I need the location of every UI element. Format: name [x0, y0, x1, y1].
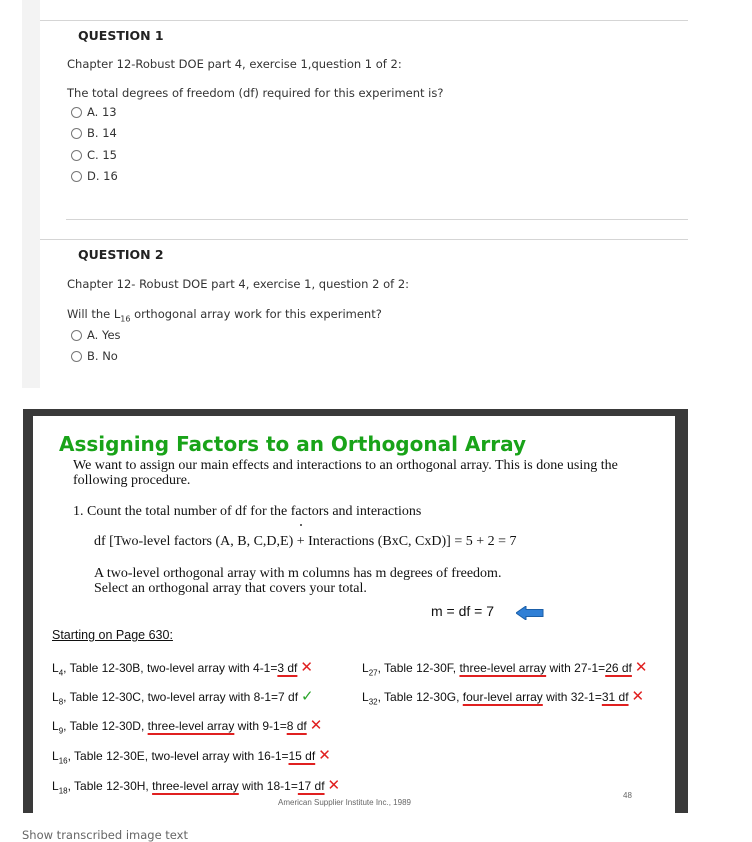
option-label: B. 14 — [87, 126, 117, 140]
array-row-l16 — [52, 746, 331, 765]
array-table: , Table 12-30D, — [63, 719, 148, 733]
array-table: , Table 12-30G, — [377, 690, 463, 704]
array-row-l27 — [362, 658, 647, 677]
array-row-l4 — [52, 658, 313, 677]
array-table: , Table 12-30B, — [63, 661, 147, 675]
array-desc: with 27-1= — [546, 661, 606, 675]
red-x-icon: ✕ — [634, 658, 648, 676]
question-1-context: Chapter 12-Robust DOE part 4, exercise 1,question 1 of 2: — [67, 57, 402, 71]
array-type: four-level array — [462, 690, 543, 704]
option-label: B. No — [87, 349, 118, 363]
option-label: A. 13 — [87, 105, 117, 119]
blue-arrow-icon — [516, 606, 544, 620]
array-df: 26 df — [605, 661, 632, 675]
array-table: , Table 12-30F, — [377, 661, 460, 675]
question-2-prompt — [67, 307, 382, 323]
red-x-icon: ✕ — [309, 716, 323, 734]
prompt-text: orthogonal array work for this experiment? — [130, 307, 382, 321]
radio-button[interactable] — [71, 128, 82, 139]
red-x-icon: ✕ — [631, 687, 645, 705]
red-x-icon: ✕ — [300, 658, 313, 676]
array-df: 17 df — [297, 779, 325, 793]
orthogonal-line-2: Select an orthogonal array that covers your total. — [94, 581, 367, 596]
divider-mid-2 — [40, 239, 688, 240]
question-1-title: QUESTION 1 — [78, 28, 164, 43]
red-x-icon: ✕ — [318, 746, 331, 764]
question-1-option-b[interactable] — [71, 126, 117, 140]
array-subscript: 27 — [368, 668, 378, 678]
array-table: , Table 12-30H, — [67, 779, 153, 793]
slide-intro: We want to assign our main effects and interactions to an orthogonal array. This is done using the following procedure. — [73, 458, 618, 488]
question-2-title: QUESTION 2 — [78, 247, 164, 262]
array-subscript: 16 — [58, 756, 68, 766]
green-check-icon: ✓ — [301, 687, 314, 705]
array-row-l32 — [362, 687, 644, 706]
prompt-text: Will the L — [67, 307, 121, 321]
red-x-icon: ✕ — [327, 776, 341, 794]
array-subscript: 9 — [58, 726, 64, 736]
array-df: 3 df — [277, 661, 298, 675]
array-row-l8 — [52, 687, 314, 706]
array-type: three-level array — [459, 661, 547, 675]
question-1-option-a[interactable] — [71, 105, 117, 119]
slide-title: Assigning Factors to an Orthogonal Array — [59, 432, 527, 456]
radio-button[interactable] — [71, 171, 82, 182]
question-2-option-a[interactable] — [71, 328, 121, 342]
array-subscript: 8 — [58, 697, 64, 707]
option-label: A. Yes — [87, 328, 121, 342]
array-df: 31 df — [601, 690, 629, 704]
radio-button[interactable] — [71, 330, 82, 341]
divider-top — [40, 20, 688, 21]
stray-dot — [300, 524, 302, 526]
array-label: L — [362, 690, 369, 704]
array-df: 15 df — [288, 749, 316, 763]
question-2-context: Chapter 12- Robust DOE part 4, exercise 1, question 2 of 2: — [67, 277, 410, 291]
starting-page-note: Starting on Page 630: — [52, 628, 173, 642]
slide-page-number: 48 — [623, 791, 632, 800]
array-row-l18 — [52, 776, 340, 795]
slide-content — [33, 416, 675, 813]
array-table: , Table 12-30C, — [63, 690, 148, 704]
array-df: 8 df — [286, 719, 307, 733]
array-type: three-level array — [147, 719, 235, 733]
array-desc: two-level array with 4-1= — [146, 661, 278, 675]
array-desc: with 32-1= — [542, 690, 602, 704]
array-subscript: 4 — [58, 668, 64, 678]
array-label: L — [362, 661, 369, 675]
array-label: L — [52, 779, 59, 793]
array-type: three-level array — [152, 779, 239, 793]
orthogonal-line-1: A two-level orthogonal array with m columns has m degrees of freedom. — [94, 566, 502, 581]
array-subscript: 18 — [58, 786, 68, 796]
show-transcribed-link[interactable]: Show transcribed image text — [22, 828, 188, 842]
radio-button[interactable] — [71, 351, 82, 362]
slide-footer: American Supplier Institute Inc., 1989 — [278, 798, 411, 807]
array-label: L — [52, 719, 59, 733]
question-1-prompt: The total degrees of freedom (df) required for this experiment is? — [67, 86, 444, 100]
prompt-subscript: 16 — [120, 314, 131, 324]
question-2-option-b[interactable] — [71, 349, 118, 363]
array-label: L — [52, 661, 59, 675]
question-1-option-c[interactable] — [71, 148, 117, 162]
quiz-left-gutter — [22, 0, 40, 388]
array-desc: with 9-1= — [234, 719, 287, 733]
slide-step-1: 1. Count the total number of df for the factors and interactions — [73, 504, 422, 519]
array-desc: two-level array with 16-1= — [151, 749, 289, 763]
question-1-option-d[interactable] — [71, 169, 118, 183]
array-subscript: 32 — [368, 697, 378, 707]
array-row-l9 — [52, 716, 322, 735]
m-equals-df: m = df = 7 — [431, 603, 495, 619]
option-label: D. 16 — [87, 169, 118, 183]
option-label: C. 15 — [87, 148, 117, 162]
radio-button[interactable] — [71, 107, 82, 118]
array-desc: two-level array with 8-1=7 df — [147, 690, 299, 704]
slide-image — [23, 409, 688, 813]
array-desc: with 18-1= — [238, 779, 298, 793]
slide-orthogonal-note — [94, 566, 501, 596]
array-label: L — [52, 690, 59, 704]
array-label: L — [52, 749, 59, 763]
divider-mid-1 — [66, 219, 688, 220]
slide-df-equation: df [Two-level factors (A, B, C,D,E) + Interactions (BxC, CxD)] = 5 + 2 = 7 — [94, 534, 517, 549]
array-table: , Table 12-30E, — [67, 749, 152, 763]
radio-button[interactable] — [71, 150, 82, 161]
